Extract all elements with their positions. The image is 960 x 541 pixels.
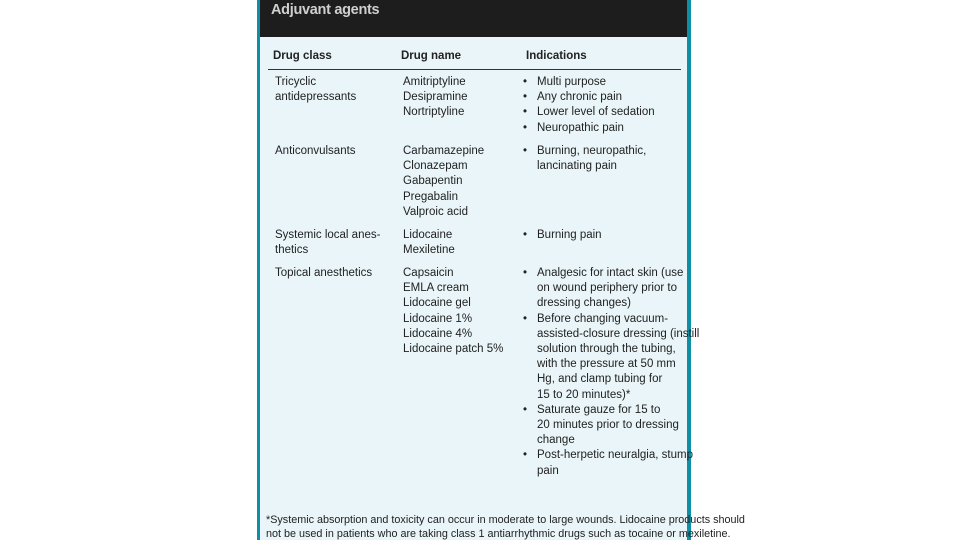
header-drug-name: Drug name	[401, 50, 461, 62]
row-3-class-line: Systemic local anes-	[275, 228, 380, 243]
row-4-drug-names	[403, 266, 503, 357]
footnote-line: *Systemic absorption and toxicity can occur in moderate to large wounds. Lidocaine products should	[266, 514, 686, 528]
row-4-indications	[522, 266, 699, 479]
drug-name: Pregabalin	[403, 190, 484, 205]
drug-name: Lidocaine 1%	[403, 312, 503, 327]
indication-continuation: on wound periphery prior to	[522, 281, 699, 296]
bullet-icon: •	[523, 121, 527, 136]
table-card	[257, 0, 691, 540]
indication-item: • Saturate gauze for 15 to	[522, 403, 699, 418]
bullet-icon: •	[523, 105, 527, 120]
drug-name: Lidocaine 4%	[403, 327, 503, 342]
drug-name: Mexiletine	[403, 243, 455, 258]
title-bar	[260, 0, 687, 37]
indication-item: • Neuropathic pain	[522, 121, 655, 136]
bullet-icon: •	[523, 448, 527, 463]
drug-name: Carbamazepine	[403, 144, 484, 159]
header-divider	[268, 69, 681, 70]
indication-continuation: 15 to 20 minutes)*	[522, 388, 699, 403]
indication-continuation: assisted-closure dressing (instill	[522, 327, 699, 342]
bullet-icon: •	[523, 266, 527, 281]
header-indications: Indications	[526, 50, 587, 62]
row-3-drug-class	[275, 228, 380, 258]
drug-name: Lidocaine patch 5%	[403, 342, 503, 357]
indication-continuation: dressing changes)	[522, 296, 699, 311]
table-panel	[260, 0, 687, 540]
row-3-indications	[522, 228, 602, 243]
indication-item: • Post-herpetic neuralgia, stump	[522, 448, 699, 463]
drug-name: Valproic acid	[403, 205, 484, 220]
indication-continuation: 20 minutes prior to dressing	[522, 418, 699, 433]
indication-item: • Burning pain	[522, 228, 602, 243]
drug-name: Gabapentin	[403, 174, 484, 189]
indication-continuation: Hg, and clamp tubing for	[522, 372, 699, 387]
drug-name: Lidocaine gel	[403, 296, 503, 311]
row-2-class-line: Anticonvulsants	[275, 144, 356, 159]
table-title: Adjuvant agents	[271, 2, 379, 18]
bullet-icon: •	[523, 90, 527, 105]
indication-continuation: pain	[522, 464, 699, 479]
drug-name: Clonazepam	[403, 159, 484, 174]
row-1-drug-class	[275, 75, 356, 105]
row-1-class-line: antidepressants	[275, 90, 356, 105]
bullet-icon: •	[523, 75, 527, 90]
indication-item: • Before changing vacuum-	[522, 312, 699, 327]
indication-continuation: lancinating pain	[522, 159, 646, 174]
indication-item: • Burning, neuropathic,	[522, 144, 646, 159]
row-2-drug-class	[275, 144, 356, 159]
row-2-indications	[522, 144, 646, 174]
drug-name: Nortriptyline	[403, 105, 468, 120]
row-1-indications	[522, 75, 655, 136]
indication-continuation: solution through the tubing,	[522, 342, 699, 357]
indication-continuation: change	[522, 433, 699, 448]
footnote-line: not be used in patients who are taking class 1 antiarrhythmic drugs such as tocaine or mexiletine.	[266, 528, 686, 541]
bullet-icon: •	[523, 312, 527, 327]
indication-item: • Analgesic for intact skin (use	[522, 266, 699, 281]
row-4-drug-class	[275, 266, 372, 281]
indication-item: • Lower level of sedation	[522, 105, 655, 120]
bullet-icon: •	[523, 228, 527, 243]
indication-item: • Any chronic pain	[522, 90, 655, 105]
indication-item: • Multi purpose	[522, 75, 655, 90]
drug-name: Capsaicin	[403, 266, 503, 281]
drug-name: Desipramine	[403, 90, 468, 105]
drug-name: Amitriptyline	[403, 75, 468, 90]
drug-name: Lidocaine	[403, 228, 455, 243]
footnote	[266, 514, 686, 541]
row-2-drug-names	[403, 144, 484, 220]
row-4-class-line: Topical anesthetics	[275, 266, 372, 281]
header-drug-class: Drug class	[273, 50, 332, 62]
row-3-drug-names	[403, 228, 455, 258]
row-1-drug-names	[403, 75, 468, 121]
indication-continuation: with the pressure at 50 mm	[522, 357, 699, 372]
drug-name: EMLA cream	[403, 281, 503, 296]
bullet-icon: •	[523, 403, 527, 418]
bullet-icon: •	[523, 144, 527, 159]
row-3-class-line: thetics	[275, 243, 380, 258]
row-1-class-line: Tricyclic	[275, 75, 356, 90]
